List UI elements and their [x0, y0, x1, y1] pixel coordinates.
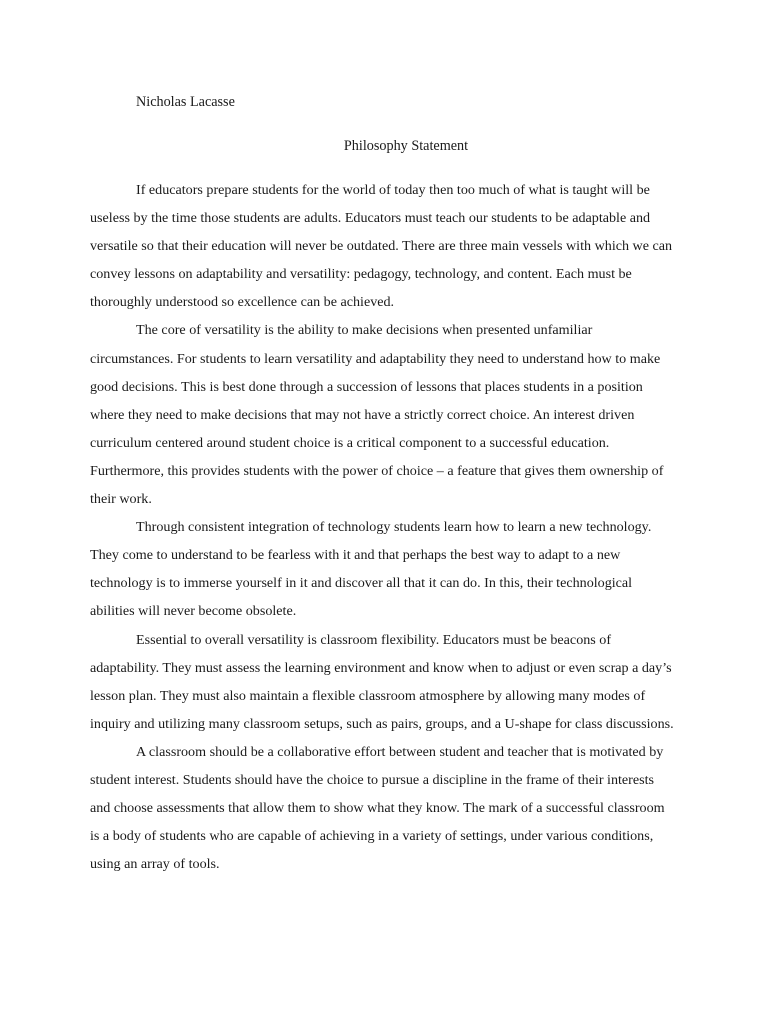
document-body: [90, 176, 674, 878]
document-title: Philosophy Statement: [343, 138, 469, 154]
paragraph-2: The core of versatility is the ability to make decisions when presented unfamiliar circumstances. For students to learn versatility and adaptability they need to understand how to make good decisions. This is best done through a succession of lessons that places students in a position where they need to make decisions that may not have a strictly correct choice. An interest driven curriculum centered around student choice is a critical component to a successful education. Furthermore, this provides students with the power of choice – a feature that gives them ownership of their work.: [90, 322, 664, 508]
paragraph-1: If educators prepare students for the world of today then too much of what is taught will be useless by the time those students are adults. Educators must teach our students to be adaptable and versatile so that their education will never be outdated. There are three main vessels with which we can convey lessons on adaptability and versatility: pedagogy, technology, and content. Each must be thoroughly understood so excellence can be achieved.: [90, 182, 673, 311]
author-name: Nicholas Lacasse: [136, 94, 235, 110]
paragraph-5: A classroom should be a collaborative effort between student and teacher that is motivated by student interest. Students should have the choice to pursue a discipline in the frame of their interests and choose assessments that allow them to show what they know. The mark of a successful classroom is a body of students who are capable of achieving in a variety of settings, under various conditions, using an array of tools.: [90, 743, 665, 873]
paragraph-4: Essential to overall versatility is classroom flexibility. Educators must be beacons of adaptability. They must assess the learning environment and know when to adjust or even scrap a day’s lesson plan. They must also maintain a flexible classroom atmosphere by allowing many modes of inquiry and utilizing many classroom setups, such as pairs, groups, and a U-shape for class discussions.: [90, 631, 674, 732]
paragraph-3: Through consistent integration of technology students learn how to learn a new technology. They come to understand to be fearless with it and that perhaps the best way to adapt to a new technology is to immerse yourself in it and discover all that it can do. In this, their technological abilities will never become obsolete.: [90, 519, 652, 620]
